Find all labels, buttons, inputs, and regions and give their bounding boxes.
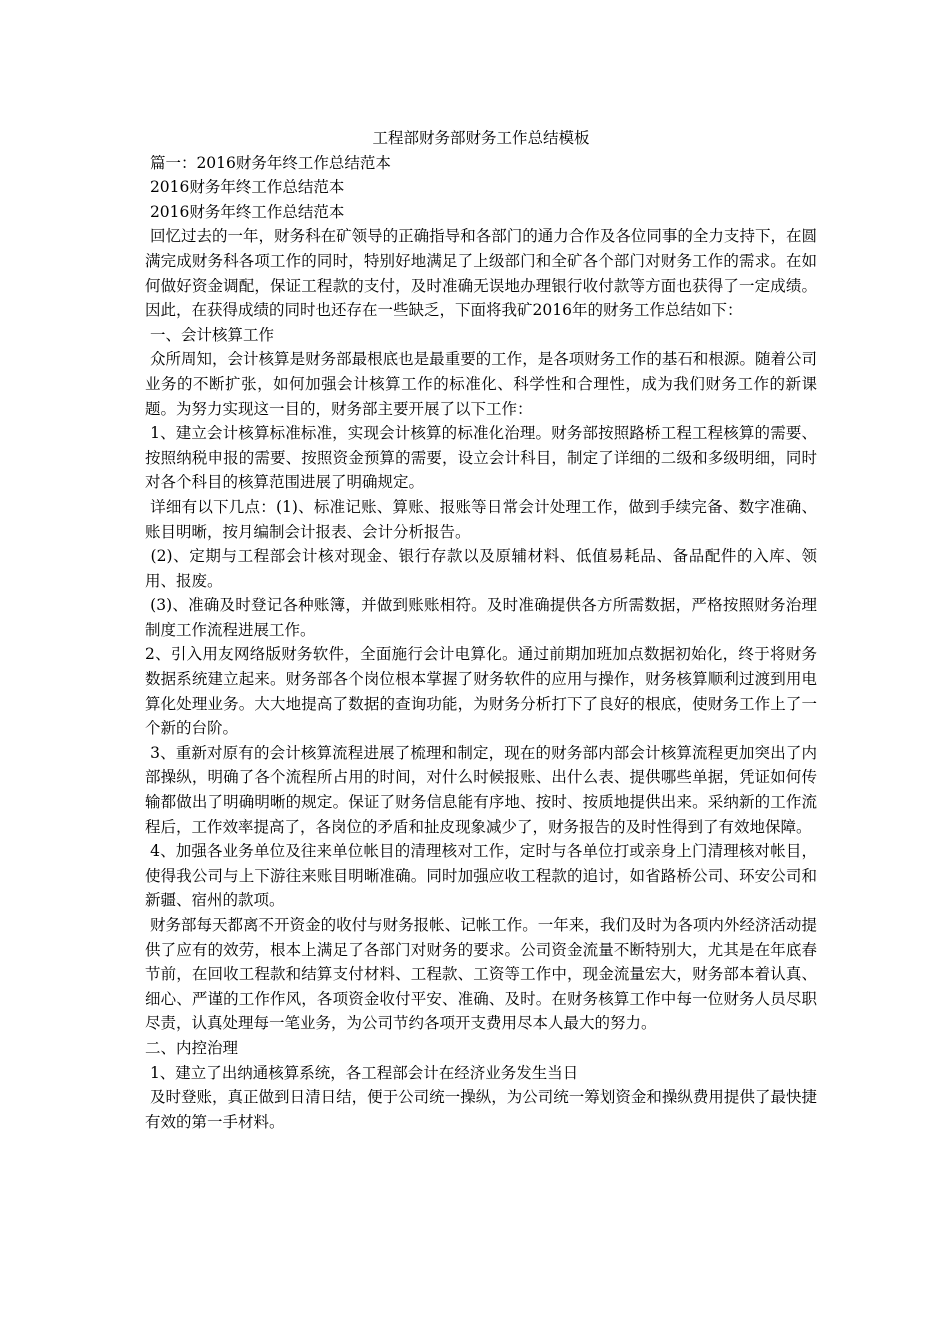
paragraph-item-2: 2、引入用友网络版财务软件，全面施行会计电算化。通过前期加班加点数据初始化，终于将财务数据系统建立起来。财务部各个岗位根本掌握了财务软件的应用与操作，财务核算顺利过渡到用电算化处理业务。大大地提高了数据的查询功能，为财务分析打下了良好的根底，使财务工作上了一个新的台阶。: [145, 645, 817, 738]
document-page: [145, 126, 817, 1134]
paragraph-subtitle-2: 2016财务年终工作总结范本: [145, 202, 345, 221]
paragraph-item-4: 4、加强各业务单位及往来单位帐目的清理核对工作，定时与各单位打或亲身上门清理核对帐目，使得我公司与上下游往来账目明晰准确。同时加强应收工程款的追讨，如省路桥公司、环安公司和新疆、宿州的款项。: [145, 842, 817, 910]
paragraph-item-1: 1、建立会计核算标准标准，实现会计核算的标准化治理。财务部按照路桥工程工程核算的需要、按照纳税申报的需要、按照资金预算的需要，设立会计科目，制定了详细的二级和多级明细，同时对各个科目的核算范围进展了明确规定。: [145, 424, 817, 492]
document-title: 工程部财务部财务工作总结模板: [372, 129, 590, 147]
paragraph-item-3: 3、重新对原有的会计核算流程进展了梳理和制定，现在的财务部内部会计核算流程更加突出了内部操纵，明确了各个流程所占用的时间，对什么时候报账、出什么表、提供哪些单据，凭证如何传输都做出了明确明晰的规定。保证了财务信息能有序地、按时、按质地提供出来。采纳新的工作流程后，工作效率提高了，各岗位的矛盾和扯皮现象减少了，财务报告的及时性得到了有效地保障。: [145, 743, 817, 836]
paragraph-control-item-1: 1、建立了出纳通核算系统，各工程部会计在经济业务发生当日: [145, 1063, 579, 1082]
paragraph-accounting-overview: 众所周知，会计核算是财务部最根底也是最重要的工作，是各项财务工作的基石和根源。随着公司业务的不断扩张，如何加强会计核算工作的标准化、科学性和合理性，成为我们财务工作的新课题。为努力实现这一目的，财务部主要开展了以下工作：: [145, 350, 817, 418]
paragraph-item-1-detail-3: (3)、准确及时登记各种账簿，并做到账账相符。及时准确提供各方所需数据，严格按照财务治理制度工作流程进展工作。: [145, 596, 817, 639]
section-heading-internal-control: 二、内控治理: [145, 1038, 239, 1057]
paragraph-intro: 回忆过去的一年，财务科在矿领导的正确指导和各部门的通力合作及各位同事的全力支持下，在圆满完成财务科各项工作的同时，特别好地满足了上级部门和全矿各个部门对财务工作的需求。在如何做好资金调配，保证工程款的支付，及时准确无误地办理银行收付款等方面也获得了一定成绩。因此，在获得成绩的同时也还存在一些缺乏，下面将我矿2016年的财务工作总结如下：: [145, 227, 817, 320]
paragraph-control-item-1-cont: 及时登账，真正做到日清日结，便于公司统一操纵，为公司统一筹划资金和操纵费用提供了最快捷有效的第一手材料。: [145, 1088, 817, 1131]
paragraph-subtitle-1: 2016财务年终工作总结范本: [145, 178, 345, 197]
paragraph-item-1-detail-2: (2)、定期与工程部会计核对现金、银行存款以及原辅材料、低值易耗品、备品配件的入库、领用、报废。: [145, 547, 817, 590]
paragraph-item-1-detail-1: 详细有以下几点：(1)、标准记账、算账、报账等日常会计处理工作，做到手续完备、数字准确、账目明晰，按月编制会计报表、会计分析报告。: [145, 497, 817, 541]
paragraph-chapter-heading: 篇一：2016财务年终工作总结范本: [145, 153, 391, 172]
section-heading-accounting: 一、会计核算工作: [145, 325, 274, 344]
paragraph-funds: 财务部每天都离不开资金的收付与财务报帐、记帐工作。一年来，我们及时为各项内外经济活动提供了应有的效劳，根本上满足了各部门对财务的要求。公司资金流量不断特别大，尤其是在年底春节前，在回收工程款和结算支付材料、工程款、工资等工作中，现金流量宏大，财务部本着认真、细心、严谨的工作作风，各项资金收付平安、准确、及时。在财务核算工作中每一位财务人员尽职尽责，认真处理每一笔业务，为公司节约各项开支费用尽本人最大的努力。: [145, 916, 817, 1033]
